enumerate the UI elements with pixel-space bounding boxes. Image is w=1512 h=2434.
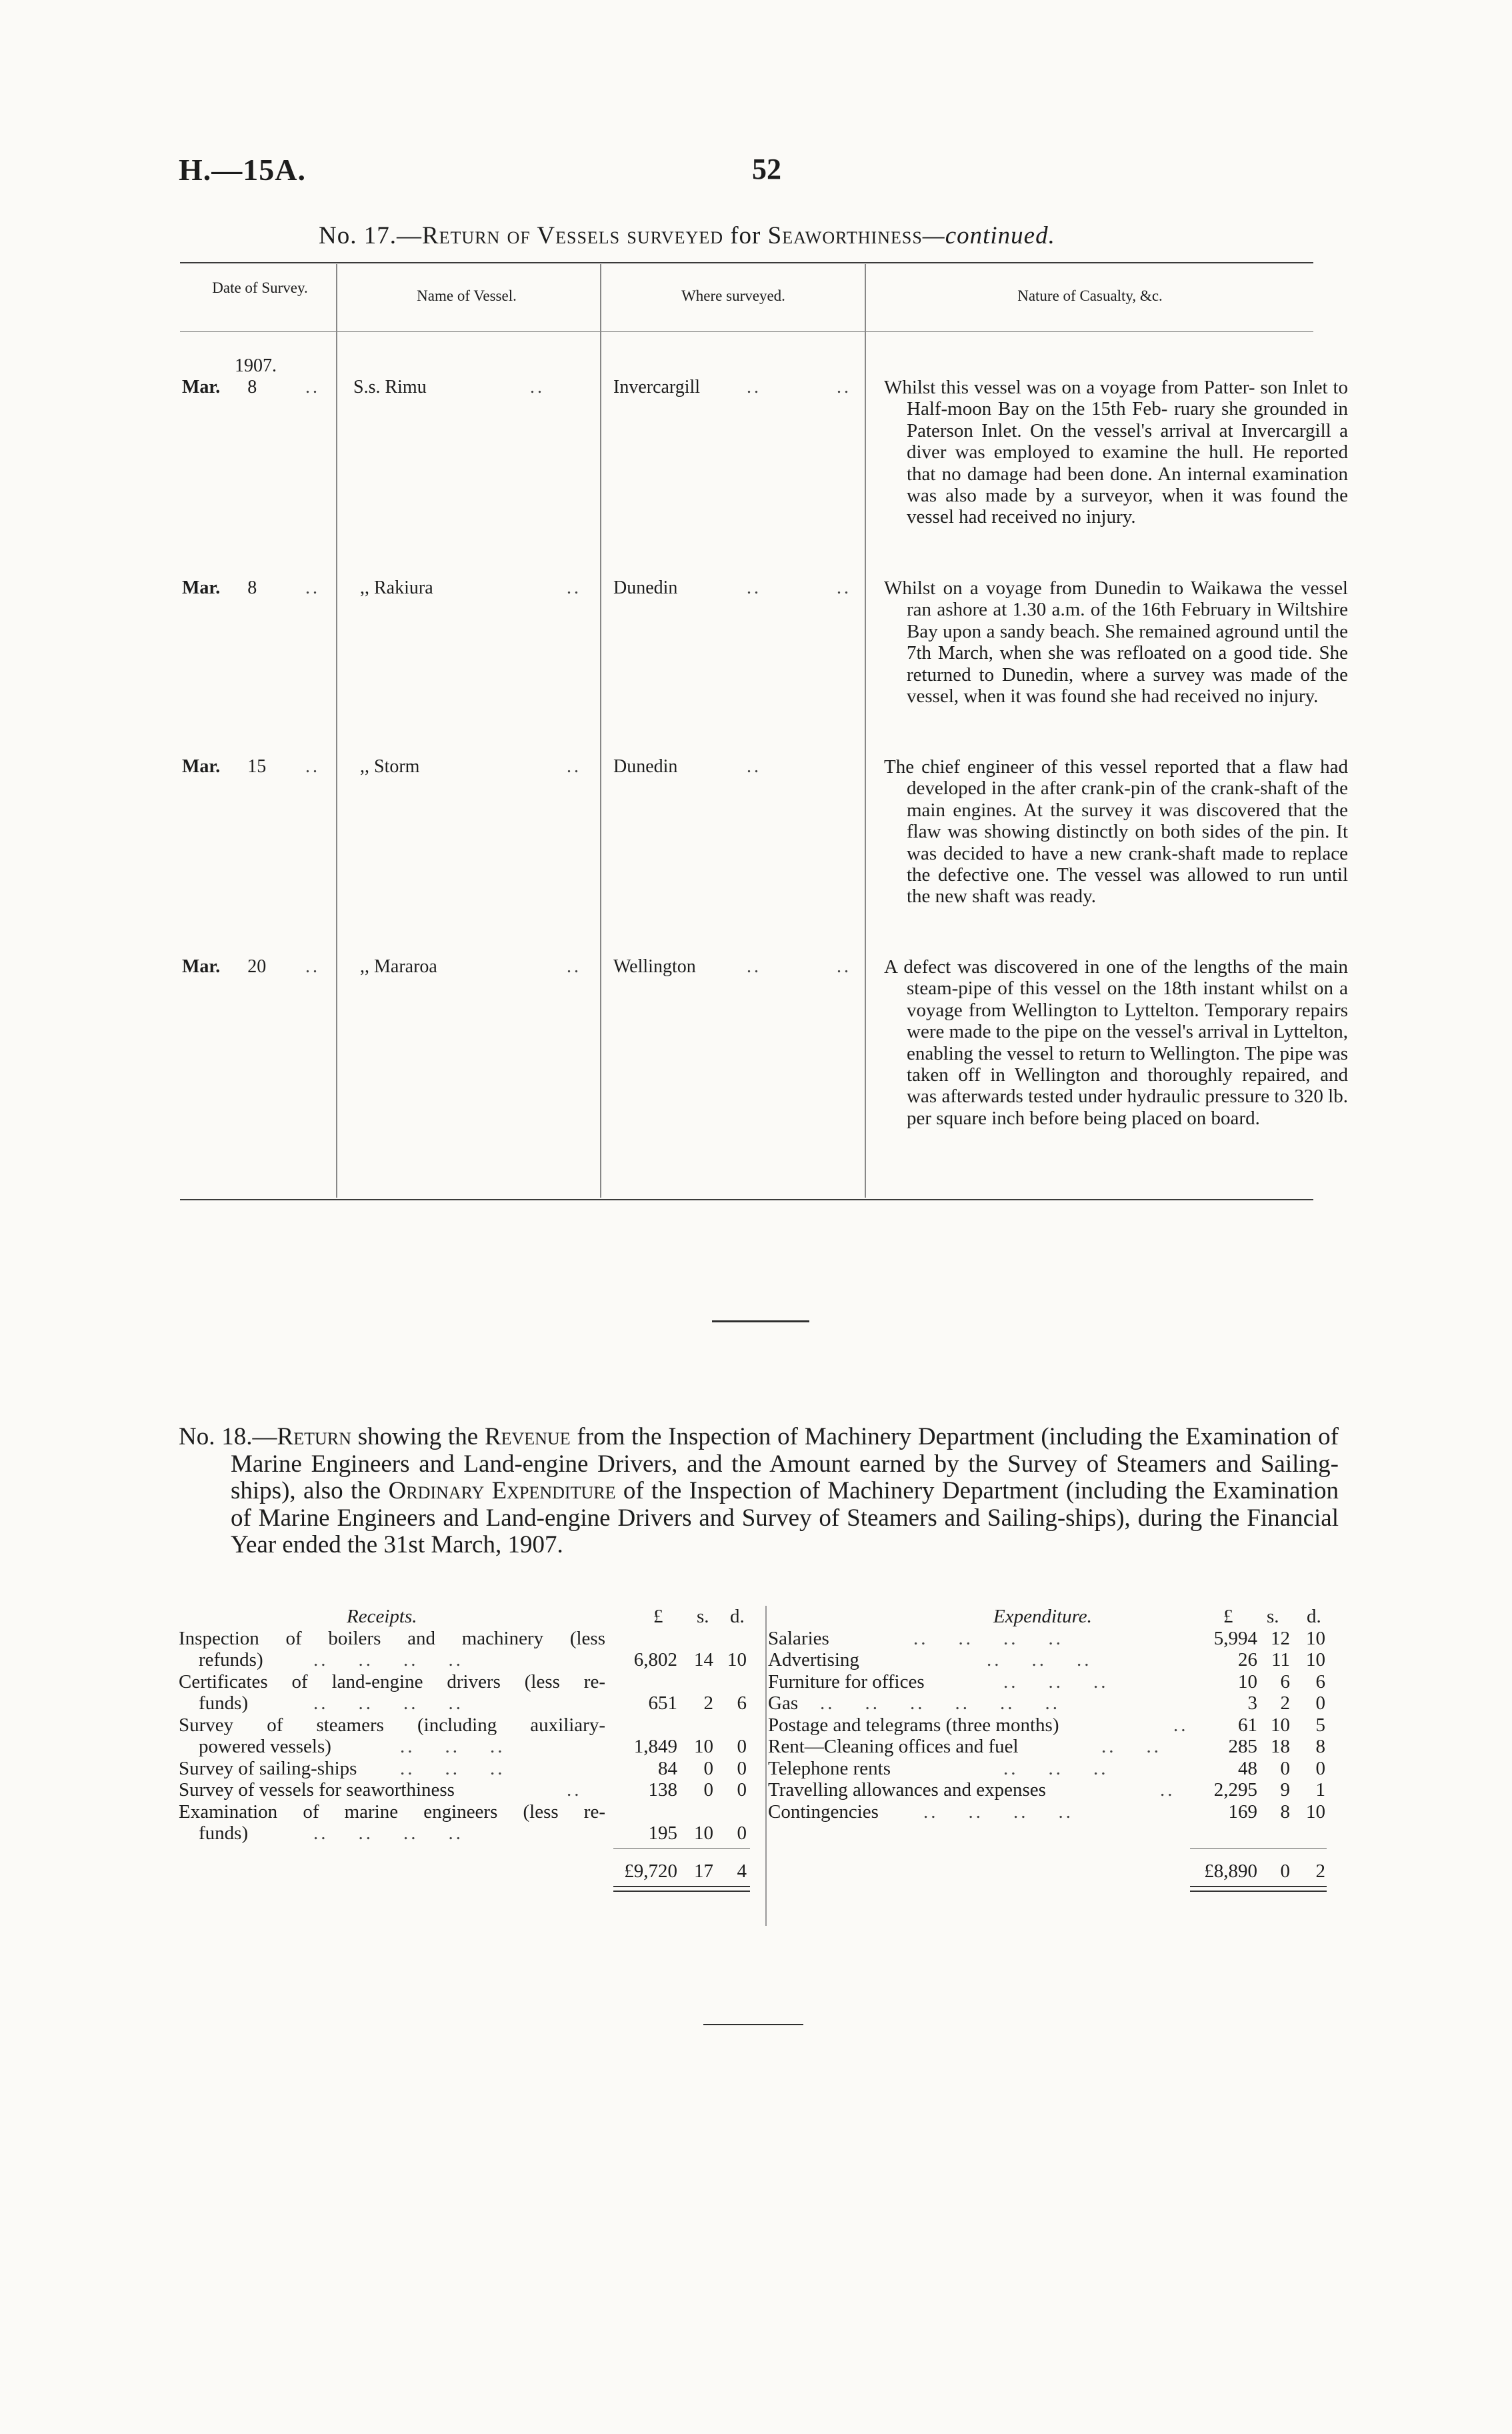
table-17-header-rule [180,331,1313,332]
receipt-label-cont: powered vessels) [199,1736,331,1757]
expenditure-pounds: 26 [1238,1649,1257,1670]
expenditure-label: Rent—Cleaning offices and fuel [768,1736,1019,1757]
expenditure-pence: 10 [1306,1649,1325,1670]
expenditure-pounds: 169 [1228,1801,1257,1822]
receipt-pence: 0 [737,1758,747,1779]
receipts-total-pence: 4 [737,1861,747,1882]
row-month: Mar. [182,756,221,777]
column-header-vessel: Name of Vessel. [417,287,517,304]
expenditure-pence: 0 [1315,1692,1325,1714]
table-row [182,756,266,778]
row-day: 8 [247,377,257,397]
expenditure-label: Furniture for offices [768,1671,925,1692]
receipt-label: Certificates of land-engine drivers (less re- [179,1671,605,1692]
table-17-column-rule [600,264,601,1198]
expenditure-pence: 6 [1315,1671,1325,1692]
expenditure-pence: 5 [1315,1714,1325,1736]
expenditure-shillings: 10 [1271,1714,1290,1736]
receipt-shillings: 2 [703,1692,713,1714]
row-nature-text: A defect was discovered in one of the lengths of the main steam-pipe of this vessel on the 18th instant whilst on a voyage from Wellington to Lyttelton. Temporary repairs were made to the pipe on the vessel's arrival in Lyttelton, enabling the vessel to return to Wellington. The pipe was taken off in Wellington and thoroughly repaired, and was afterwards tested under hydraulic pressure to 320 lb. per square inch before being placed on board. [884,956,1349,1129]
row-month: Mar. [182,577,221,598]
lsd-pound-header: £ [1223,1606,1233,1627]
expenditure-shillings: 9 [1280,1779,1290,1800]
expenditure-total-pounds: £8,890 [1204,1861,1257,1882]
expenditure-total-shillings: 0 [1280,1861,1290,1882]
row-vessel: ,, Mararoa [360,956,437,977]
expenditure-shillings: 12 [1271,1628,1290,1649]
row-where: Invercargill [613,377,701,397]
receipt-shillings: 0 [703,1779,713,1800]
receipt-pence: 0 [737,1736,747,1757]
receipt-label: Survey of steamers (including auxiliary- [179,1714,605,1736]
row-where: Wellington [613,956,696,977]
table-17-number: No. 17.— [319,222,422,249]
expenditure-pence: 10 [1306,1628,1325,1649]
receipt-shillings: 10 [694,1736,713,1757]
expenditure-pence: 8 [1315,1736,1325,1757]
lsd-pence-header: d. [1307,1606,1321,1627]
receipt-shillings: 14 [694,1649,713,1670]
row-vessel: S.s. Rimu [353,377,427,397]
table-row [182,577,257,599]
receipts-total-pounds: £9,720 [624,1861,677,1882]
receipts-total-rule [613,1886,750,1887]
receipt-pounds: 138 [648,1779,677,1800]
expenditure-shillings: 2 [1280,1692,1290,1714]
table-17-top-rule [180,262,1313,263]
table-17-title-seaworthiness: Seaworthiness [767,222,923,249]
expenditure-shillings: 18 [1271,1736,1290,1757]
column-header-date: Date of Survey. [212,279,308,296]
table-17-column-rule [865,264,866,1198]
receipt-label-cont: refunds) [199,1649,263,1670]
expenditure-pounds: 5,994 [1213,1628,1257,1649]
expenditure-pence: 1 [1315,1779,1325,1800]
expenditure-pence: 10 [1306,1801,1325,1822]
lsd-shilling-header: s. [697,1606,709,1627]
receipt-pence: 0 [737,1822,747,1844]
expenditure-label: Contingencies [768,1801,879,1822]
table-17-title-continued: —continued. [922,222,1055,249]
expenditure-label: Telephone rents [768,1758,891,1779]
table-17-column-rule [336,264,337,1198]
expenditure-pounds: 61 [1238,1714,1257,1736]
expenditure-label: Gas [768,1692,799,1714]
receipt-pounds: 195 [648,1822,677,1844]
expenditure-subtotal-rule [1190,1848,1327,1849]
column-header-nature: Nature of Casualty, &c. [1017,287,1163,304]
expenditure-heading: Expenditure. [993,1606,1092,1627]
receipt-pounds: 6,802 [633,1649,677,1670]
row-day: 8 [247,577,257,598]
receipt-label: Survey of sailing-ships [179,1758,357,1779]
table-18-title: No. 18.—Return showing the Revenue from the Inspection of Machinery Department (including the Examination of Marine Engineers and Land-engine Drivers, and the Amount earned by the Survey of Steamers and Sailing-ships), also the Ordinary Expenditure of the Inspection of Machinery Department (including the Examination of Marine Engineers and Land-engine Drivers and Survey of Steamers and Sailing-ships), during the Financial Year ended the 31st March, 1907. [179,1423,1339,1558]
table-17-title-main: Return of Vessels surveyed [421,222,723,249]
survey-year: 1907. [235,355,277,376]
receipts-subtotal-rule [613,1848,750,1849]
expenditure-shillings: 8 [1280,1801,1290,1822]
expenditure-pounds: 2,295 [1213,1779,1257,1800]
closing-divider [703,2024,803,2025]
page-number: 52 [752,153,781,185]
lsd-pence-header: d. [730,1606,745,1627]
expenditure-pence: 0 [1315,1758,1325,1779]
expenditure-shillings: 6 [1280,1671,1290,1692]
receipt-label: Examination of marine engineers (less re- [179,1801,605,1822]
receipt-label: Survey of vessels for seaworthiness [179,1779,455,1800]
expenditure-total-pence: 2 [1315,1861,1325,1882]
receipts-heading: Receipts. [347,1606,417,1627]
expenditure-pounds: 285 [1228,1736,1257,1757]
row-month: Mar. [182,956,221,977]
receipt-shillings: 10 [694,1822,713,1844]
expenditure-total-rule [1190,1886,1327,1887]
table-18-number: No. 18.— [179,1423,277,1450]
expenditure-pounds: 48 [1238,1758,1257,1779]
expenditure-label: Salaries [768,1628,829,1649]
row-vessel: ,, Rakiura [360,577,433,598]
receipt-label-cont: funds) [199,1822,249,1844]
expenditure-label: Travelling allowances and expenses [768,1779,1046,1800]
receipt-shillings: 0 [703,1758,713,1779]
expenditure-pounds: 10 [1238,1671,1257,1692]
section-divider [712,1320,809,1322]
table-17-title [319,221,1055,250]
table-row [182,377,257,398]
expenditure-shillings: 0 [1280,1758,1290,1779]
receipt-pounds: 84 [658,1758,677,1779]
receipt-label: Inspection of boilers and machinery (less [179,1628,605,1649]
expenditure-shillings: 11 [1271,1649,1290,1670]
expenditure-total-rule [1190,1891,1327,1892]
row-month: Mar. [182,377,221,397]
receipt-pence: 10 [727,1649,747,1670]
table-17-title-for: for [723,222,768,249]
lsd-pound-header: £ [653,1606,663,1627]
series-reference: H.—15A. [179,153,306,187]
row-where: Dunedin [613,756,678,777]
row-vessel: ,, Storm [360,756,420,777]
receipt-pence: 6 [737,1692,747,1714]
row-nature-text: Whilst on a voyage from Dunedin to Waikawa the vessel ran ashore at 1.30 a.m. of the 16th February in Wiltshire Bay upon a sandy beach. She remained aground until the 7th March, when she was refloated on a good tide. She returned to Dunedin, where a survey was made of the vessel, when it was found she had received no injury. [884,577,1349,708]
column-header-where: Where surveyed. [681,287,785,304]
row-day: 15 [247,756,267,777]
ledger-divider [765,1606,767,1926]
table-row [182,956,266,978]
lsd-shilling-header: s. [1267,1606,1279,1627]
receipt-label-cont: funds) [199,1692,249,1714]
row-day: 20 [247,956,267,977]
table-17-bottom-rule [180,1199,1313,1200]
receipt-pounds: 651 [648,1692,677,1714]
receipts-total-shillings: 17 [694,1861,713,1882]
expenditure-label: Postage and telegrams (three months) [768,1714,1059,1736]
receipt-pence: 0 [737,1779,747,1800]
row-where: Dunedin [613,577,678,598]
expenditure-pounds: 3 [1247,1692,1257,1714]
row-nature-text: Whilst this vessel was on a voyage from Patter- son Inlet to Half-moon Bay on the 15th Feb- ruary she grounded in Paterson Inlet. On the vessel's arrival at Invercargill a diver was employed to examine the hull. He reported that no damage had been done. An internal examination was also made by a surveyor, when it was found the vessel had received no injury. [884,377,1349,528]
row-nature-text: The chief engineer of this vessel reported that a flaw had developed in the after crank-pin of the crank-shaft of the main engines. At the survey it was discovered that the flaw was showing distinctly on both sides of the pin. It was decided to have a new crank-shaft made to replace the defective one. The vessel was allowed to run until the new shaft was ready. [884,756,1349,908]
expenditure-label: Advertising [768,1649,859,1670]
receipt-pounds: 1,849 [633,1736,677,1757]
receipts-total-rule [613,1891,750,1892]
